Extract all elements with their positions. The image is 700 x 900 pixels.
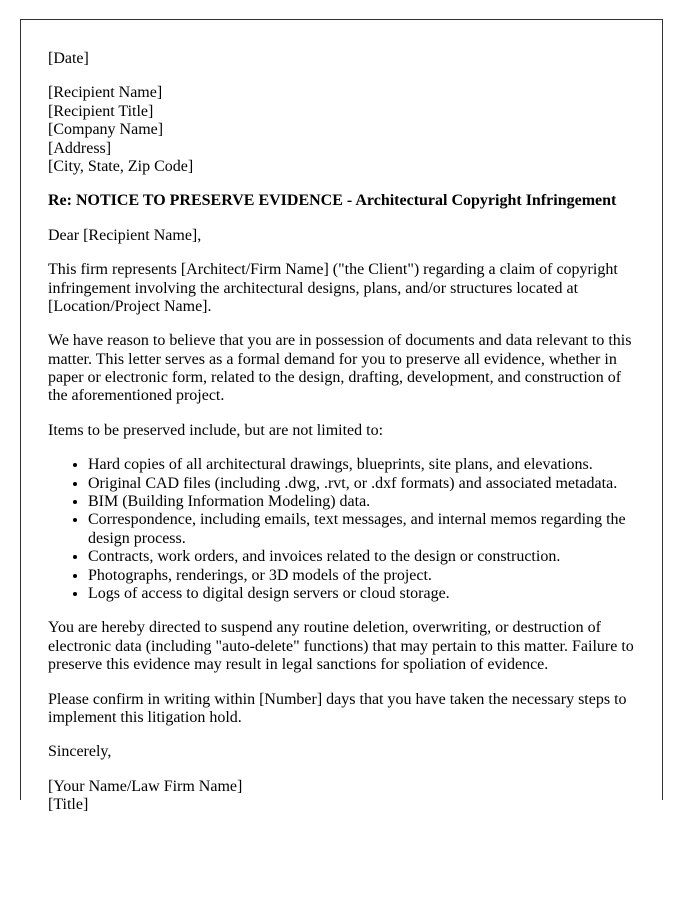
subject-line: Re: NOTICE TO PRESERVE EVIDENCE - Architectural Copyright Infringement [48,192,617,210]
date-placeholder: [Date] [48,50,89,67]
suspension-directive-paragraph: You are hereby directed to suspend any routine deletion, overwriting, or destruction of electronic data (including "auto-delete" functions) that may pertain to this matter. Failure to preserve this evidence may result in legal sanctions for spoliation of evidence. [48,619,634,674]
signoff: Sincerely, [48,743,112,761]
recipient-title-line: [Recipient Title] [48,102,154,120]
salutation: Dear [Recipient Name], [48,226,202,244]
representation-paragraph: This firm represents [Architect/Firm Name] ("the Client") regarding a claim of copyright infringement involving the architectural designs, plans, and/or structures located at [Location/Project Name]. [48,261,618,315]
signature-title-line: [Title] [48,796,89,814]
list-item: • Original CAD files (including .dwg, .rvt, or .dxf formats) and associated metadata. [88,475,634,493]
list-item: • Correspondence, including emails, text messages, and internal memos regarding the design process. [88,511,634,548]
list-item: • BIM (Building Information Modeling) data. [88,493,634,511]
preservation-items-list [48,456,634,603]
recipient-block [48,84,634,176]
list-item: • Photographs, renderings, or 3D models of the project. [88,567,634,585]
preservation-demand-paragraph: We have reason to believe that you are in possession of documents and data relevant to this matter. This letter serves as a formal demand for you to preserve all evidence, whether in paper or electronic form, related to the design, drafting, development, and construction of the aforementioned project. [48,332,632,405]
list-item: • Logs of access to digital design servers or cloud storage. [88,585,634,603]
signature-block [48,778,634,815]
confirmation-request-paragraph: Please confirm in writing within [Number] days that you have taken the necessary steps to implement this litigation hold. [48,690,627,726]
signature-name-line: [Your Name/Law Firm Name] [48,777,243,795]
company-name-line: [Company Name] [48,121,164,139]
items-intro: Items to be preserved include, but are not limited to: [48,421,384,439]
list-item: • Contracts, work orders, and invoices related to the design or construction. [88,548,634,566]
list-item: • Hard copies of all architectural drawings, blueprints, site plans, and elevations. [88,456,634,474]
recipient-name-line: [Recipient Name] [48,84,163,102]
address-line: [Address] [48,139,112,157]
city-state-zip-line: [City, State, Zip Code] [48,157,194,175]
letter-document [20,19,663,814]
